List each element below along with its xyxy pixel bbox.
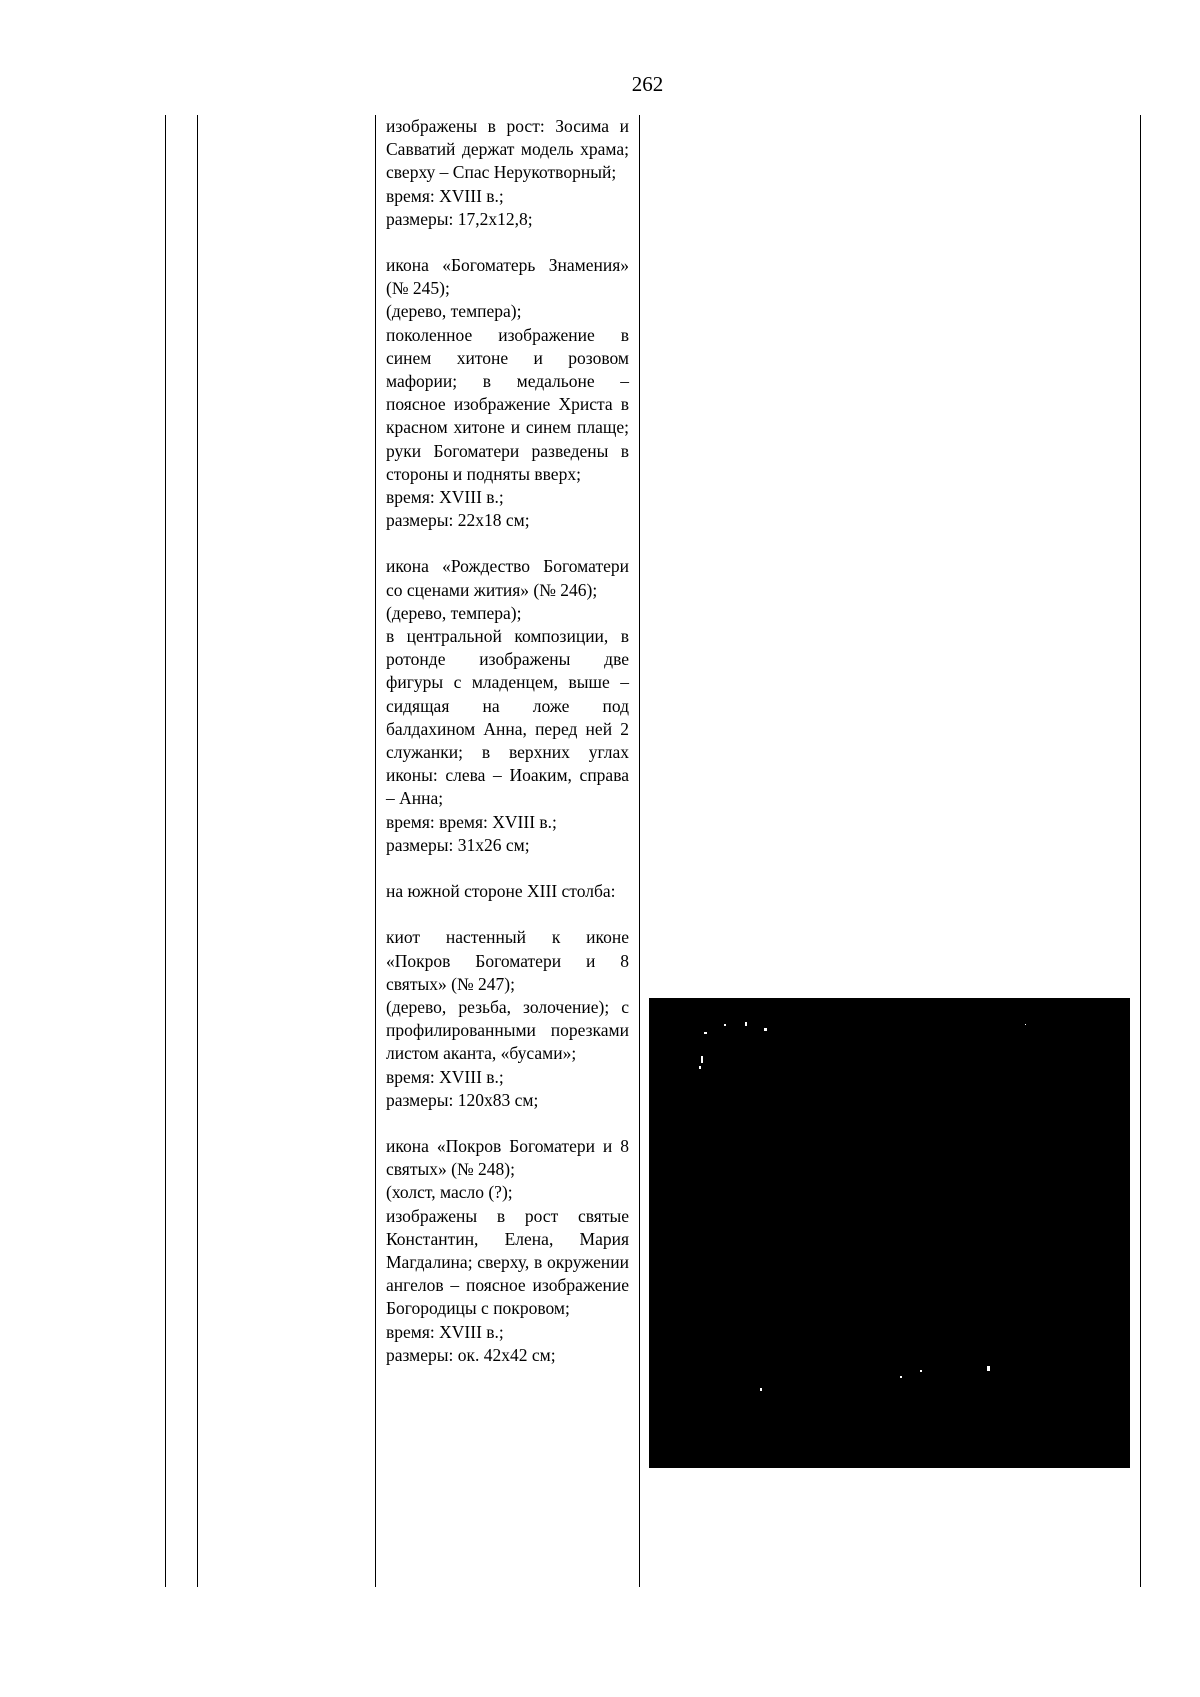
entry-line: время: XVIII в.;	[386, 185, 504, 206]
entry-line: (дерево, темпера);	[386, 301, 522, 322]
entry-zosima-savvatiy	[386, 115, 629, 231]
entry-line: на южной стороне XIII столба:	[386, 881, 616, 902]
entry-kiot-247	[386, 926, 629, 1112]
entry-line: время: XVIII в.;	[386, 1321, 504, 1342]
entry-icon-246	[386, 555, 629, 857]
photo-speck	[764, 1028, 767, 1031]
entry-line: икона «Богоматерь Знамения» (№ 245);	[386, 255, 629, 299]
photo-speck	[760, 1388, 762, 1391]
entry-line: размеры: 17,2x12,8;	[386, 208, 533, 229]
table-column-divider	[639, 115, 640, 1587]
page-number: 262	[631, 72, 664, 96]
entry-line: изображены в рост: Зосима и Савватий держат модель храма; сверху – Спас Нерукотворный;	[386, 116, 629, 183]
photo-speck	[699, 1066, 701, 1069]
photo-speck	[900, 1376, 902, 1378]
entry-line: время: XVIII в.;	[386, 487, 504, 508]
entry-line: икона «Покров Богоматери и 8 святых» (№ 248);	[386, 1135, 629, 1180]
entry-line: киот настенный к иконе «Покров Богоматери и 8 святых» (№ 247);	[386, 927, 629, 994]
entry-line: размеры: 120x83 см;	[386, 1089, 539, 1110]
entry-line: поколенное изображение в синем хитоне и розовом мафории; в медальоне – поясное изображение Христа в красном хитоне и синем плаще; руки Богоматери разведены в стороны и подняты вверх;	[386, 324, 629, 484]
entry-line: время: XVIII в.;	[386, 1066, 504, 1087]
photo-speck	[920, 1370, 922, 1372]
photo-speck	[745, 1022, 747, 1026]
entry-line: (холст, масло (?);	[386, 1182, 513, 1203]
photo-speck	[1025, 1024, 1026, 1025]
entry-icon-248	[386, 1135, 629, 1367]
entry-line: изображены в рост святые Константин, Елена, Мария Магдалина; сверху, в окружении ангелов – поясное изображение Богородицы с покровом;	[386, 1205, 629, 1319]
entry-line: время: время: XVIII в.;	[386, 811, 557, 832]
photo-speck	[987, 1366, 990, 1371]
photo-speck	[701, 1056, 703, 1063]
table-border-right	[1140, 115, 1141, 1587]
table-column-divider	[375, 115, 376, 1587]
photo-speck	[724, 1024, 726, 1026]
entry-line: в центральной композиции, в ротонде изображены две фигуры с младенцем, выше – сидящая на ложе под балдахином Анна, перед ней 2 служанки; в верхних углах иконы: слева – Иоаким, справа – Анна;	[386, 626, 629, 809]
table-border-left-outer	[165, 115, 166, 1587]
photo-speck	[704, 1032, 707, 1034]
entry-line: икона «Рождество Богоматери со сценами жития» (№ 246);	[386, 556, 629, 600]
photo-placeholder	[649, 998, 1130, 1468]
entry-icon-245	[386, 254, 629, 532]
entry-line: размеры: ок. 42x42 см;	[386, 1344, 556, 1365]
entry-line: (дерево, резьба, золочение); с профилированными порезками листом аканта, «бусами»;	[386, 996, 629, 1064]
entry-location	[386, 880, 629, 903]
entry-line: размеры: 22x18 см;	[386, 510, 530, 531]
entry-line: (дерево, темпера);	[386, 602, 522, 623]
entry-line: размеры: 31x26 см;	[386, 834, 530, 855]
description-column	[386, 115, 629, 1390]
table-border-left-inner	[197, 115, 198, 1587]
